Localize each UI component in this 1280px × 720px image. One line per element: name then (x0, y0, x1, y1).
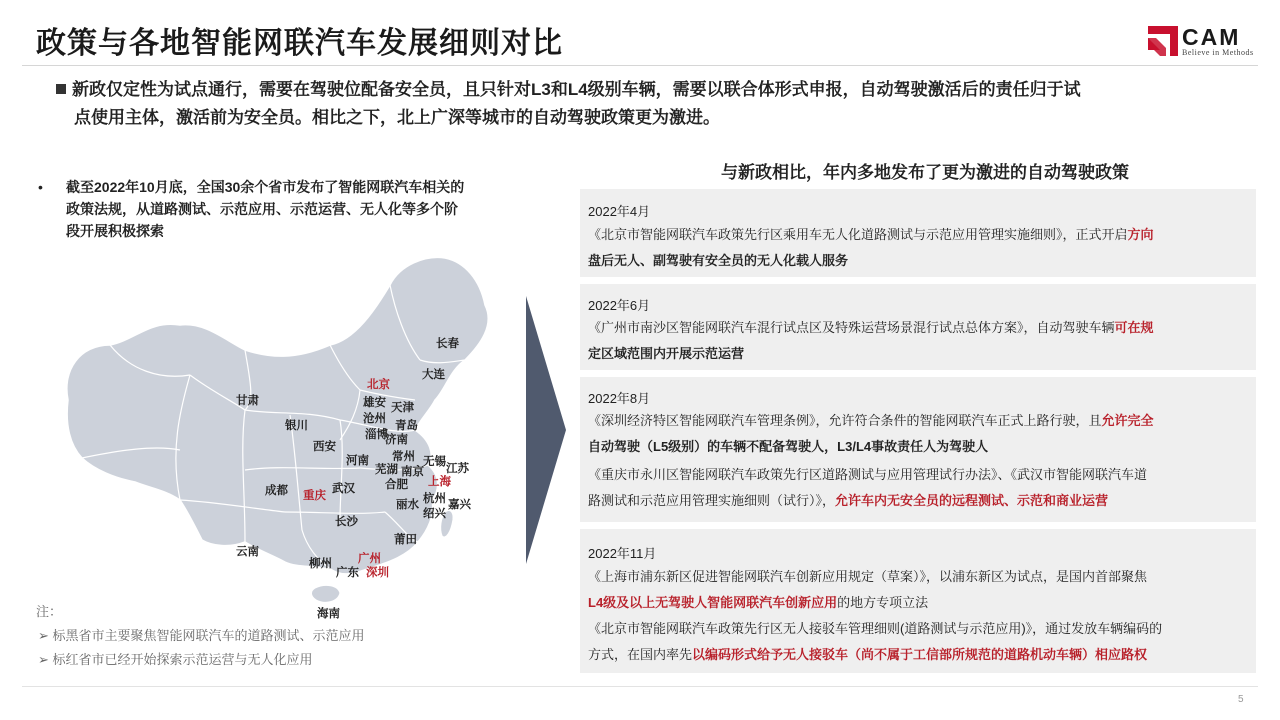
policy-card-2022-08 (580, 377, 1256, 522)
card-highlight: 允许完全 (1101, 413, 1154, 428)
bullet-dot: • (38, 179, 43, 195)
map-notes (36, 600, 365, 672)
china-map (40, 250, 510, 620)
summary-block (56, 76, 1246, 132)
city-chongqing: 重庆 (303, 490, 326, 502)
china-map-shape (40, 250, 510, 620)
city-zibo: 淄博 (365, 429, 388, 441)
card-highlight: L4级及以上无驾驶人智能网联汽车创新应用 (588, 595, 838, 610)
card-date: 2022年11月 (588, 546, 657, 561)
card-line-1 (588, 222, 1248, 248)
card-date: 2022年8月 (588, 391, 651, 406)
summary-line-2: 点使用主体，激活前为安全员。相比之下，北上广深等城市的自动驾驶政策更为激进。 (74, 108, 720, 127)
card-text: 《深圳经济特区智能网联汽车管理条例》，允许符合条件的智能网联汽车正式上路行驶，且 (588, 413, 1102, 428)
city-jiaxing: 嘉兴 (448, 499, 471, 511)
policy-card-2022-04 (580, 189, 1256, 277)
footer-divider (22, 686, 1258, 687)
city-guangdong: 广东 (336, 567, 359, 579)
card-text: 方式，在国内率先 (588, 647, 693, 662)
policy-card-2022-11 (580, 529, 1256, 673)
city-cangzhou: 沧州 (363, 413, 386, 425)
card-line-4 (588, 642, 1248, 668)
card-line-2: 定区域范围内开展示范运营 (588, 346, 745, 361)
city-jiangsu: 江苏 (446, 463, 469, 475)
square-bullet-icon (56, 84, 66, 94)
city-shaoxing: 绍兴 (423, 508, 446, 520)
notes-title: 注： (36, 604, 63, 619)
card-highlight: 方向 (1127, 227, 1154, 242)
card-line-3: 《重庆市永川区智能网联汽车政策先行区道路测试与应用管理试行办法》、《武汉市智能网联汽车道 (588, 467, 1148, 482)
card-line-4 (588, 488, 1248, 514)
city-dalian: 大连 (422, 369, 445, 381)
right-arrow-icon (526, 296, 566, 564)
bullet-text (66, 176, 538, 242)
card-highlight: 可在规 (1114, 320, 1154, 335)
bullet-line-2: 政策法规，从道路测试、示范应用、示范运营、无人化等多个阶 (66, 201, 458, 217)
page-title: 政策与各地智能网联汽车发展细则对比 (36, 27, 563, 60)
card-highlight: 允许车内无安全员的远程测试、示范和商业运营 (835, 493, 1109, 508)
card-line-1 (588, 408, 1248, 434)
city-hefei: 合肥 (385, 479, 408, 491)
city-wuhu: 芜湖 (375, 464, 398, 476)
page-number: 5 (1238, 694, 1244, 705)
card-text: 路测试和示范应用管理实施细则（试行）》， (588, 493, 836, 508)
card-date: 2022年6月 (588, 298, 651, 313)
city-changsha: 长沙 (335, 516, 358, 528)
logo-subtitle: Believe in Methods (1182, 48, 1254, 57)
city-hainan: 海南 (317, 608, 340, 620)
city-chengdu: 成都 (265, 485, 288, 497)
city-guangzhou: 广州 (358, 553, 381, 565)
card-text: 的地方专项立法 (837, 595, 929, 610)
card-line-1: 《上海市浦东新区促进智能网联汽车创新应用规定（草案）》，以浦东新区为试点，是国内首部聚焦 (588, 569, 1148, 584)
card-highlight: 以编码形式给予无人接驳车（尚不属于工信部所规范的道路机动车辆）相应路权 (692, 647, 1148, 662)
cam-logo-icon (1148, 26, 1178, 56)
city-nanjing: 南京 (401, 466, 424, 478)
note-black-cities: ➢ 标黑省市主要聚焦智能网联汽车的道路测试、示范应用 (38, 628, 365, 643)
city-qingdao: 青岛 (395, 420, 418, 432)
city-shanghai: 上海 (428, 476, 451, 488)
city-hangzhou: 杭州 (423, 493, 446, 505)
bullet-line-3: 段开展积极探索 (66, 223, 164, 239)
card-line-2: 盘后无人、副驾驶有安全员的无人化载人服务 (588, 253, 849, 268)
city-wuxi: 无锡 (423, 456, 446, 468)
logo-text: CAM (1182, 24, 1241, 50)
city-jinan: 济南 (385, 434, 408, 446)
city-tianjin: 天津 (391, 402, 414, 414)
city-wuhan: 武汉 (332, 483, 355, 495)
bullet-line-1: 截至2022年10月底，全国30余个省市发布了智能网联汽车相关的 (66, 179, 465, 195)
city-lishui: 丽水 (396, 499, 419, 511)
card-line-2 (588, 590, 1248, 616)
city-henan: 河南 (346, 455, 369, 467)
card-line-3: 《北京市智能网联汽车政策先行区无人接驳车管理细则(道路测试与示范应用)》，通过发放车辆编码的 (588, 621, 1163, 636)
card-line-2: 自动驾驶（L5级别）的车辆不配备驾驶人，L3/L4事故责任人为驾驶人 (588, 439, 989, 454)
city-xian: 西安 (313, 441, 336, 453)
summary-line-1 (56, 76, 1246, 104)
china-mainland-shape (67, 257, 488, 573)
city-shenzhen: 深圳 (366, 567, 389, 579)
card-text: 《广州市南沙区智能网联汽车混行试点区及特殊运营场景混行试点总体方案》，自动驾驶车辆 (588, 320, 1115, 335)
right-panel-title: 与新政相比，年内多地发布了更为激进的自动驾驶政策 (721, 163, 1129, 182)
title-divider (22, 65, 1258, 66)
city-putian: 莆田 (394, 534, 417, 546)
city-gansu: 甘肃 (236, 395, 259, 407)
city-yinchuan: 银川 (285, 420, 308, 432)
card-line-1 (588, 315, 1248, 341)
note-red-cities: ➢ 标红省市已经开始探索示范运营与无人化应用 (38, 652, 313, 667)
city-yunnan: 云南 (236, 546, 259, 558)
card-text: 《北京市智能网联汽车政策先行区乘用车无人化道路测试与示范应用管理实施细则》，正式开启 (588, 227, 1128, 242)
city-changchun: 长春 (436, 338, 459, 350)
card-date: 2022年4月 (588, 204, 651, 219)
city-changzhou: 常州 (392, 451, 415, 463)
city-liuzhou: 柳州 (309, 558, 332, 570)
city-xiongan: 雄安 (363, 397, 386, 409)
policy-card-2022-06 (580, 284, 1256, 370)
cam-logo (1148, 24, 1258, 58)
summary-text-1: 新政仅定性为试点通行，需要在驾驶位配备安全员，且只针对L3和L4级别车辆，需要以联合体形式申报，自动驾驶激活后的责任归于试 (72, 80, 1081, 99)
left-bullet (38, 176, 538, 242)
city-beijing: 北京 (367, 379, 390, 391)
